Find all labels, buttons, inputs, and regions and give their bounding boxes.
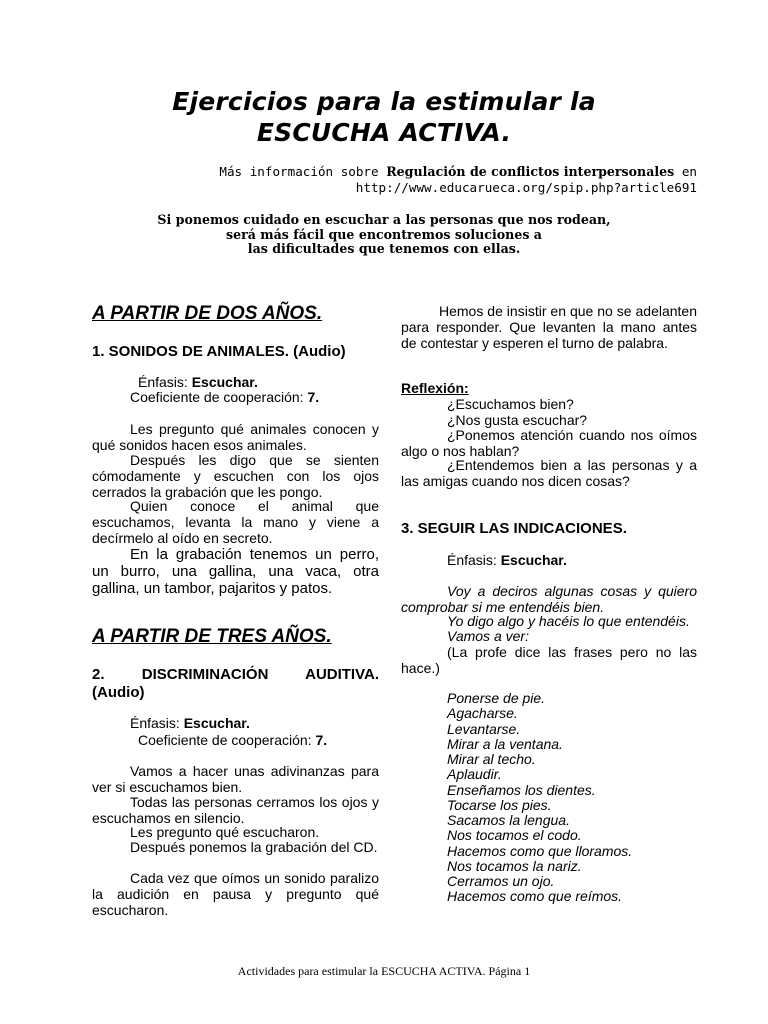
exercise-1-paragraph-3: Quien conoce el animal que escuchamos, levanta la mano y viene a decírmelo al oído en secreto. [92,498,379,546]
reflexion-question-4: ¿Entendemos bien a las personas y a las amigas cuando nos dicen cosas? [401,457,697,489]
section-heading-two-years: A PARTIR DE DOS AÑOS. [92,303,323,324]
reflexion-question-3: ¿Ponemos atención cuando nos oímos algo o nos hablan? [401,427,697,459]
exercise-2-title: 2. DISCRIMINACIÓN AUDITIVA. (Audio) [92,666,379,701]
intro-text [0,213,768,257]
exercise-2-enfasis: Énfasis: Escuchar. [130,715,250,731]
exercise-3-title: 3. SEGUIR LAS INDICACIONES. [401,520,627,537]
exercise-2-paragraph-2: Todas las personas cerramos los ojos y escuchamos en silencio. [92,794,379,826]
info-prefix: Más información sobre [219,164,387,179]
title-line-2: ESCUCHA ACTIVA. [256,118,512,147]
exercise-2-paragraph-1: Vamos a hacer unas adivinanzas para ver si escuchamos bien. [92,763,379,795]
intro-line-2: será más fácil que encontremos soluciones a [226,226,542,242]
list-item: Nos tocamos la nariz. [447,857,582,874]
page-footer: Actividades para estimular la ESCUCHA ACTIVA. Página 1 [237,964,531,978]
reflexion-question-2: ¿Nos gusta escuchar? [447,412,588,428]
list-item: Cerramos un ojo. [447,873,555,889]
exercise-2-paragraph-5: Cada vez que oímos un sonido paralizo la audición en pausa y pregunto qué escucharon. [92,870,379,918]
document-title [0,86,768,148]
title-line-1: Ejercicios para la estimular la [172,87,596,116]
info-topic: Regulación de conflictos interpersonales [386,164,675,179]
reflexion-question-1: ¿Escuchamos bien? [447,396,574,412]
list-item: Ponerse de pie. [447,690,546,706]
exercise-3-paragraph-2: Yo digo algo y hacéis lo que entendéis. [447,613,690,629]
exercise-1-coefficient: Coeficiente de cooperación: 7. [130,389,320,405]
exercise-2-paragraph-3: Les pregunto qué escucharon. [130,824,320,840]
exercise-1-title: 1. SONIDOS DE ANIMALES. (Audio) [92,343,346,360]
exercise-1-enfasis: Énfasis: Escuchar. [138,374,258,390]
exercise-1-paragraph-4: En la grabación tenemos un perro, un burro, una gallina, una vaca, otra gallina, un tambor, pajaritos y patos. [92,546,379,597]
list-item: Enseñamos los dientes. [447,781,596,798]
exercise-3-paragraph-4: (La profe dice las frases pero no las hace.) [401,644,697,676]
intro-line-1: Si ponemos cuidado en escuchar a las personas que nos rodean, [157,212,611,227]
exercise-2-coefficient: Coeficiente de cooperación: 7. [138,732,328,748]
list-item: Mirar al techo. [447,751,536,767]
exercise-2-paragraph-4: Después ponemos la grabación del CD. [130,839,378,855]
exercise-1-paragraph-2: Después les digo que se sienten cómodamente y escuchen con los ojos cerrados la grabación que les pongo. [92,452,379,500]
info-suffix: en [674,164,697,179]
list-item: Hacemos como que reímos. [447,888,623,905]
exercise-3-paragraph-1: Voy a deciros algunas cosas y quiero comprobar si me entendéis bien. [401,583,697,615]
reflexion-heading: Reflexión: [401,380,469,396]
list-item: Sacamos la lengua. [447,812,570,828]
list-item: Aplaudir. [447,766,502,783]
info-url[interactable]: http://www.educarueca.org/spip.php?article691 [355,180,697,195]
instruction-list [401,691,743,905]
list-item: Levantarse. [447,720,521,737]
exercise-3-paragraph-3: Vamos a ver: [447,628,529,644]
more-info [219,164,697,196]
exercise-3-enfasis: Énfasis: Escuchar. [447,552,567,568]
list-item: Agacharse. [447,705,518,722]
list-item: Tocarse los pies. [447,796,552,813]
intro-line-3: las dificultades que tenemos con ellas. [247,241,521,257]
list-item: Nos tocamos el codo. [447,827,582,844]
list-item: Hacemos como que lloramos. [447,842,633,859]
right-paragraph-1: Hemos de insistir en que no se adelanten para responder. Que levanten la mano antes de contestar y esperen el turno de palabra. [401,303,697,351]
exercise-1-paragraph-1: Les pregunto qué animales conocen y qué sonidos hacen esos animales. [92,421,379,453]
section-heading-three-years: A PARTIR DE TRES AÑOS. [92,626,332,647]
list-item: Mirar a la ventana. [447,735,563,752]
